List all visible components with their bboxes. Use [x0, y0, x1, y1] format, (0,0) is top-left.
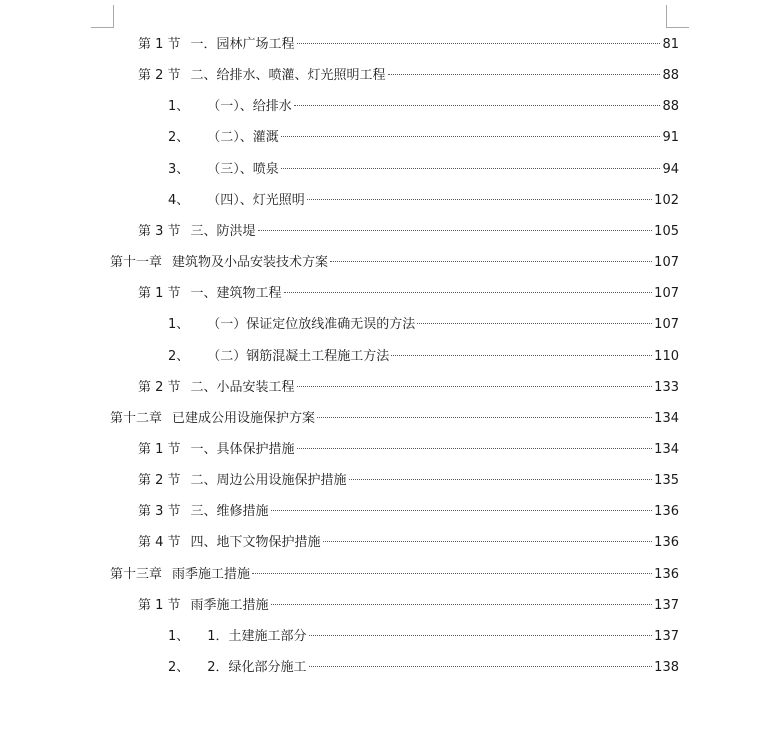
page-corner-mark-top-left — [91, 5, 114, 28]
toc-entry[interactable] — [168, 627, 679, 647]
toc-entry-page: 94 — [662, 161, 679, 177]
toc-entry[interactable] — [168, 347, 679, 367]
toc-entry-title: 已建成公用设施保护方案 — [172, 410, 316, 426]
toc-dot-leader — [271, 510, 653, 511]
toc-entry-title: 一．园林广场工程 — [190, 37, 295, 52]
toc-entry-page: 135 — [654, 473, 679, 489]
toc-entry-page: 137 — [654, 628, 679, 644]
toc-entry-title: 四、地下文物保护措施 — [190, 535, 321, 551]
page-corner-mark-top-right — [666, 5, 689, 28]
toc-dot-leader — [349, 479, 653, 480]
toc-entry[interactable] — [168, 315, 679, 335]
toc-entry-number: 第 3 节 — [138, 504, 181, 520]
toc-entry-title: 三、防洪堤 — [190, 223, 256, 239]
toc-entry-title: （三）、喷泉 — [207, 161, 279, 177]
toc-entry[interactable] — [138, 440, 679, 460]
toc-entry[interactable] — [138, 35, 679, 55]
toc-entry[interactable] — [110, 565, 679, 585]
toc-entry[interactable] — [110, 253, 679, 273]
toc-dot-leader — [281, 168, 661, 169]
toc-entry-page: 110 — [654, 348, 679, 364]
toc-entry-page: 105 — [654, 223, 679, 239]
toc-entry-page: 136 — [654, 566, 679, 582]
toc-entry-title: 三、维修措施 — [190, 504, 269, 520]
toc-entry-number: 3、 — [168, 161, 190, 177]
toc-entry-title: （二）钢筋混凝土工程施工方法 — [207, 348, 390, 364]
toc-entry-title: （一）保证定位放线准确无误的方法 — [207, 317, 416, 333]
toc-dot-leader — [258, 230, 653, 231]
toc-dot-leader — [323, 541, 653, 542]
toc-dot-leader — [388, 74, 661, 75]
toc-entry-page: 134 — [654, 441, 679, 457]
toc-entry[interactable] — [138, 222, 679, 242]
toc-entry[interactable] — [138, 66, 679, 86]
toc-entry-number: 第 3 节 — [138, 223, 181, 239]
toc-dot-leader — [317, 417, 652, 418]
toc-entry-number: 第十三章 — [110, 566, 163, 582]
toc-dot-leader — [252, 573, 652, 574]
toc-entry-title: 一、建筑物工程 — [190, 286, 282, 302]
toc-entry-page: 91 — [662, 130, 679, 146]
toc-entry-page: 134 — [654, 410, 679, 426]
toc-entry-title: 二、小品安装工程 — [190, 379, 295, 395]
toc-entry-number: 第 1 节 — [138, 286, 181, 302]
toc-entry-title: 2．绿化部分施工 — [207, 660, 307, 675]
toc-entry-page: 107 — [654, 255, 679, 270]
toc-entry-number: 第 2 节 — [138, 473, 181, 489]
toc-entry-title: 1．土建施工部分 — [207, 628, 307, 644]
toc-entry-number: 1、 — [168, 317, 190, 333]
toc-entry-page: 102 — [654, 192, 679, 208]
toc-entry-number: 第十一章 — [110, 255, 163, 270]
toc-dot-leader — [297, 448, 653, 449]
toc-entry-page: 107 — [654, 286, 679, 302]
toc-entry-page: 81 — [662, 37, 679, 52]
toc-entry-number: 第 2 节 — [138, 68, 181, 84]
toc-dot-leader — [297, 43, 661, 44]
toc-entry-page: 88 — [662, 99, 679, 115]
toc-entry-number: 第 1 节 — [138, 37, 181, 52]
toc-dot-leader — [271, 604, 653, 605]
toc-entry-number: 1、 — [168, 99, 190, 115]
toc-entry-title: 二、给排水、喷灌、灯光照明工程 — [190, 68, 386, 84]
toc-entry-number: 1、 — [168, 628, 190, 644]
toc-entry-number: 第 2 节 — [138, 379, 181, 395]
toc-dot-leader — [309, 666, 653, 667]
toc-entry-number: 2、 — [168, 348, 190, 364]
toc-entry-page: 88 — [662, 68, 679, 84]
toc-entry-title: （四）、灯光照明 — [207, 192, 305, 208]
toc-entry-number: 第 1 节 — [138, 441, 181, 457]
toc-dot-leader — [417, 323, 652, 324]
toc-entry[interactable] — [168, 160, 679, 180]
toc-dot-leader — [307, 199, 652, 200]
toc-entry-page: 107 — [654, 317, 679, 333]
toc-entry-title: 二、周边公用设施保护措施 — [190, 473, 347, 489]
toc-entry-title: （二）、灌溉 — [207, 130, 279, 146]
toc-entry-title: 雨季施工措施 — [190, 597, 269, 613]
toc-entry-title: 建筑物及小品安装技术方案 — [172, 255, 329, 270]
toc-entry[interactable] — [138, 502, 679, 522]
toc-dot-leader — [294, 105, 661, 106]
toc-entry-number: 4、 — [168, 192, 190, 208]
toc-entry-title: 雨季施工措施 — [172, 566, 251, 582]
toc-entry-page: 138 — [654, 660, 679, 675]
toc-entry-page: 133 — [654, 379, 679, 395]
toc-dot-leader — [281, 136, 661, 137]
toc-entry[interactable] — [168, 128, 679, 148]
toc-entry-number: 2、 — [168, 660, 190, 675]
toc-entry[interactable] — [110, 409, 679, 429]
toc-entry[interactable] — [138, 284, 679, 304]
toc-dot-leader — [330, 261, 652, 262]
toc-dot-leader — [391, 355, 652, 356]
toc-entry-number: 第 4 节 — [138, 535, 181, 551]
toc-entry[interactable] — [168, 658, 679, 678]
toc-entry-page: 136 — [654, 535, 679, 551]
toc-entry-page: 136 — [654, 504, 679, 520]
toc-dot-leader — [309, 635, 653, 636]
toc-entry-number: 第十二章 — [110, 410, 163, 426]
toc-dot-leader — [284, 292, 653, 293]
toc-entry[interactable] — [138, 533, 679, 553]
toc-entry-page: 137 — [654, 597, 679, 613]
toc-entry-title: （一）、给排水 — [207, 99, 292, 115]
toc-dot-leader — [297, 386, 653, 387]
toc-entry-number: 第 1 节 — [138, 597, 181, 613]
toc-entry-title: 一、具体保护措施 — [190, 441, 295, 457]
toc-entry[interactable] — [168, 191, 679, 211]
toc-entry[interactable] — [138, 471, 679, 491]
toc-entry[interactable] — [138, 596, 679, 616]
toc-entry-number: 2、 — [168, 130, 190, 146]
toc-entry[interactable] — [168, 97, 679, 117]
toc-entry[interactable] — [138, 378, 679, 398]
